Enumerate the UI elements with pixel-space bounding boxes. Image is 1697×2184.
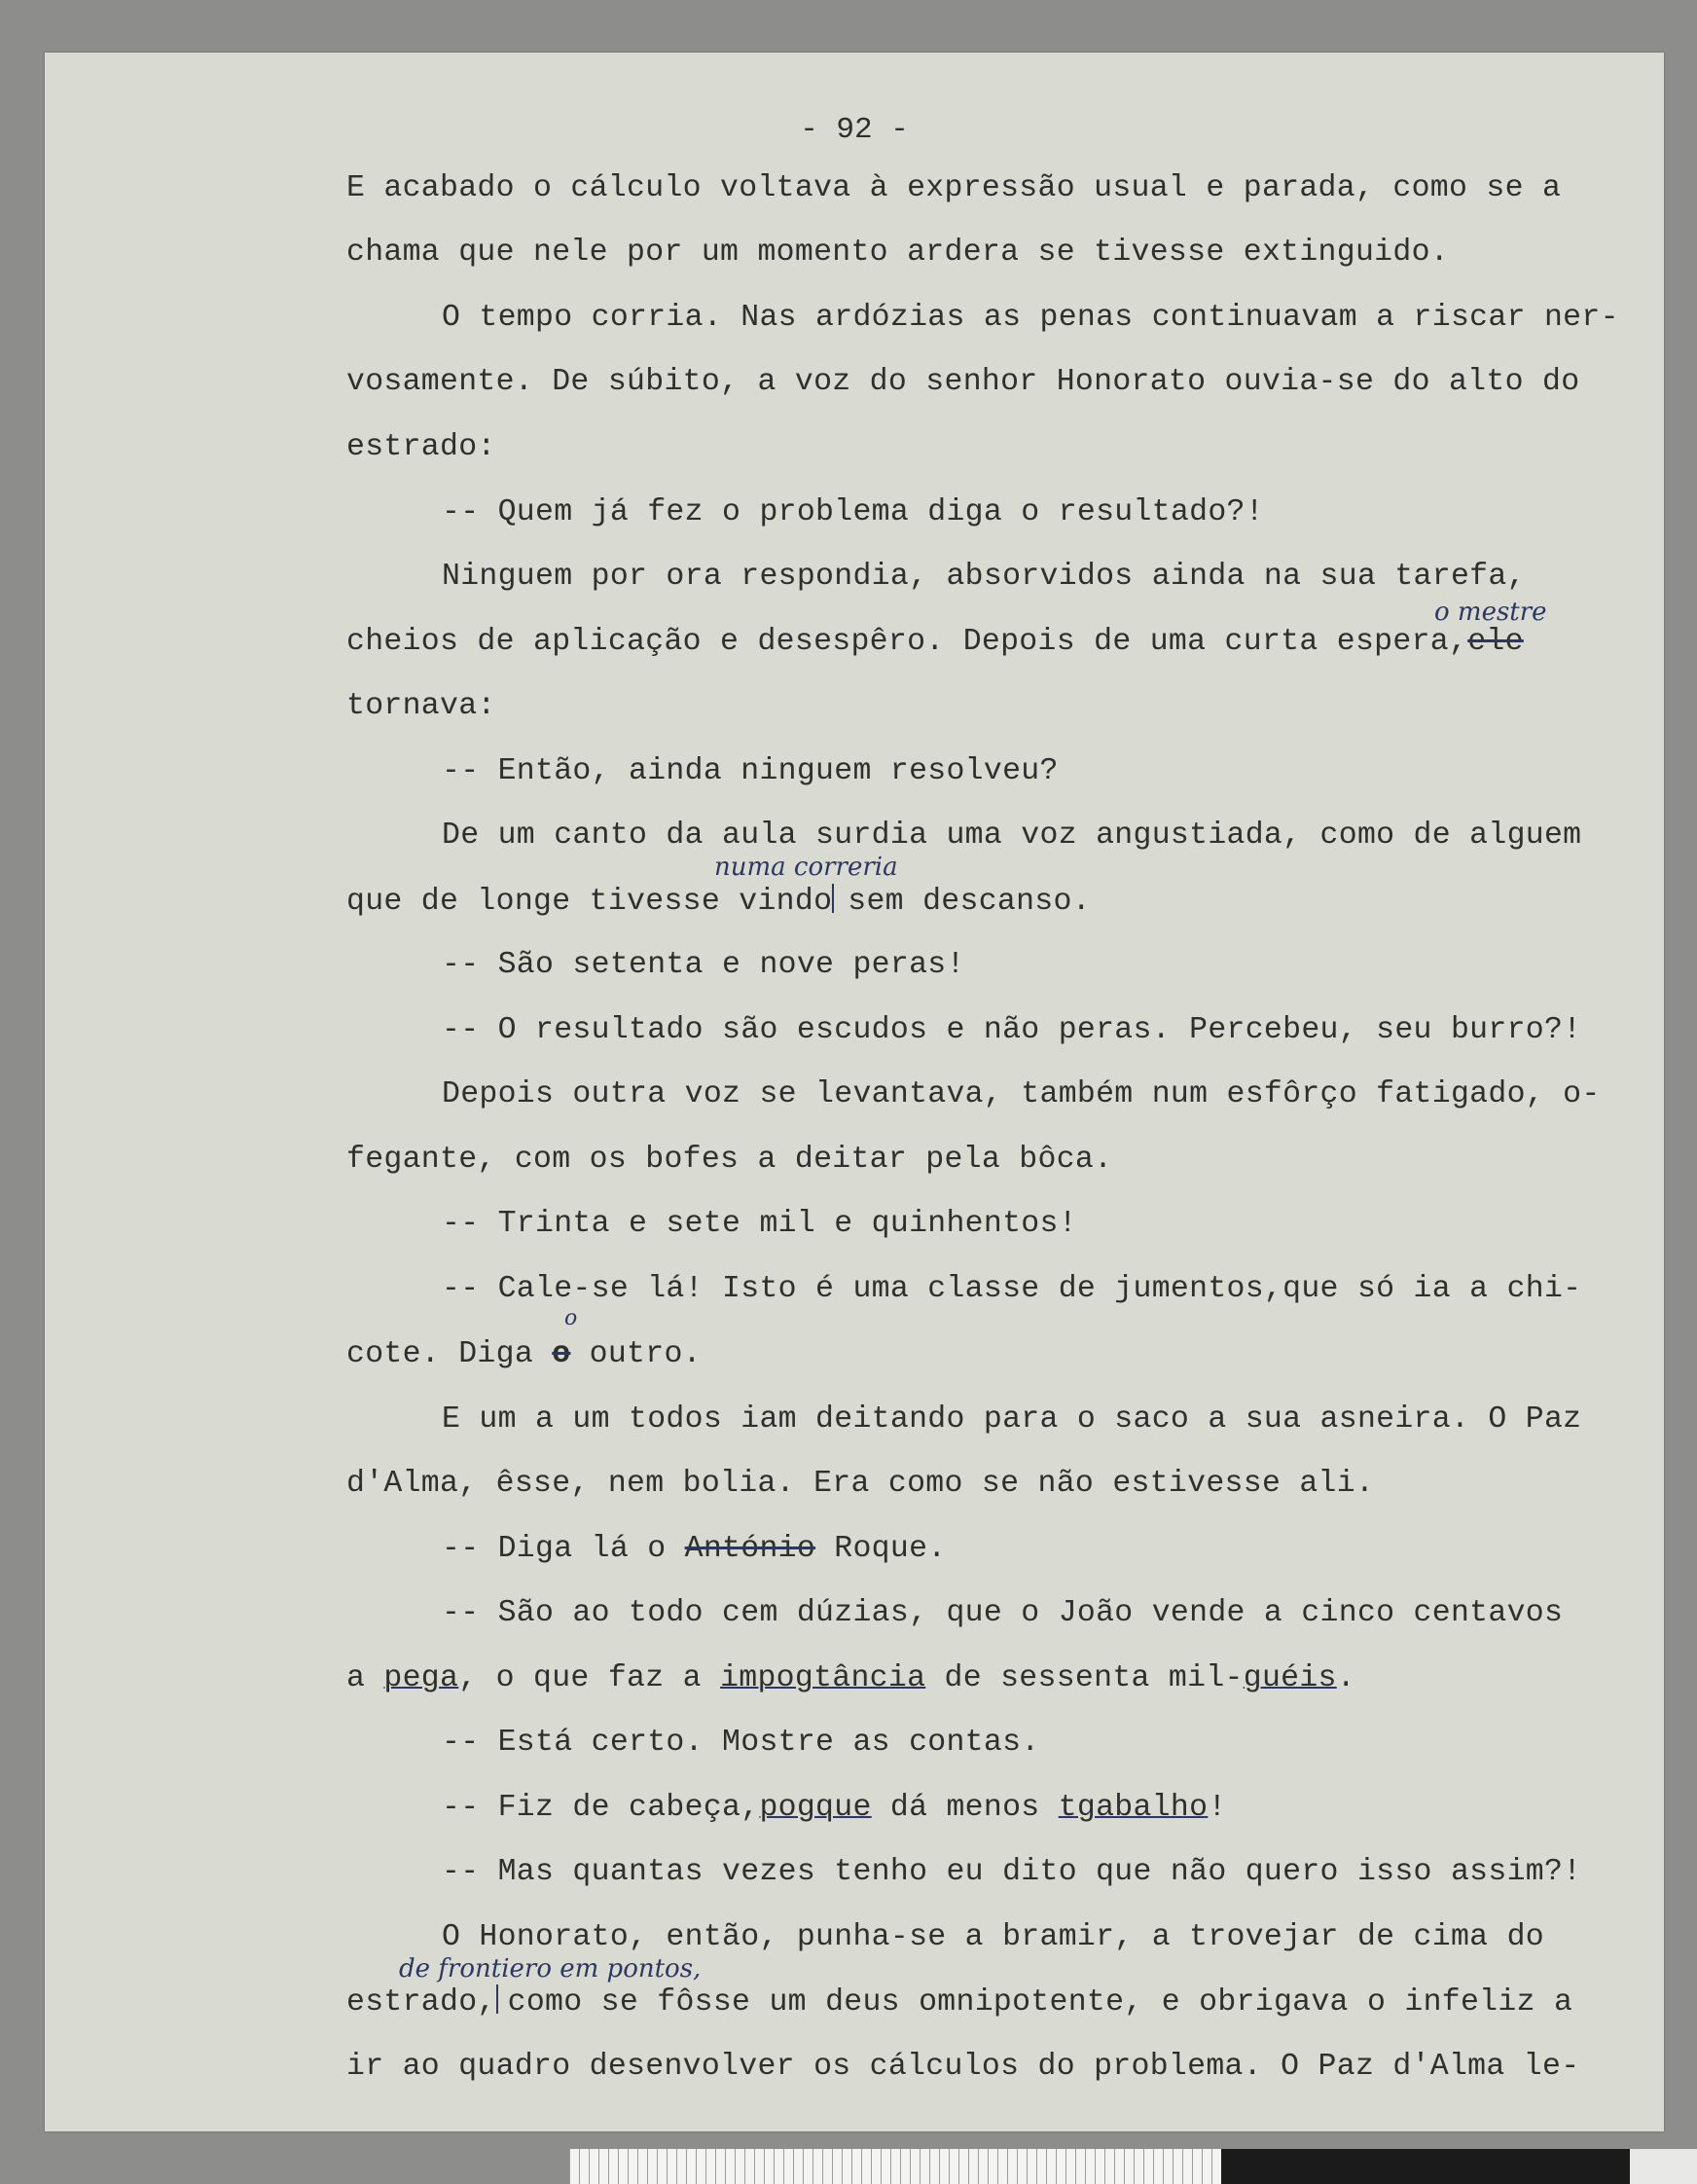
text-segment: outro. bbox=[570, 1337, 702, 1371]
text-line-9: tornava: bbox=[346, 689, 496, 723]
color-bar-light bbox=[1630, 2149, 1697, 2184]
underlined-word: tgabalho bbox=[1058, 1791, 1209, 1825]
text-segment: de sessenta mil- bbox=[925, 1661, 1244, 1695]
text-segment: -- Diga lá o bbox=[442, 1532, 685, 1566]
text-line-4: vosamente. De súbito, a voz do senhor Honorato ouvia-se do alto do bbox=[346, 365, 1580, 399]
underlined-word: pogque bbox=[759, 1791, 872, 1825]
text-line-19 bbox=[346, 1337, 702, 1371]
text-line-14: -- O resultado são escudos e não peras. Percebeu, seu burro?! bbox=[442, 1013, 1582, 1047]
text-segment: cheios de aplicação e desespêro. Depois de uma curta espera, bbox=[346, 625, 1468, 659]
text-line-10: -- Então, ainda ninguem resolveu? bbox=[442, 754, 1059, 788]
text-line-20: E um a um todos iam deitando para o saco a sua asneira. O Paz bbox=[442, 1402, 1582, 1437]
color-bar-dark bbox=[1221, 2149, 1630, 2184]
struck-letter: o bbox=[552, 1337, 571, 1371]
text-line-5: estrado: bbox=[346, 430, 496, 464]
text-line-1: E acabado o cálculo voltava à expressão usual e parada, como se a bbox=[346, 171, 1562, 205]
text-line-27: -- Mas quantas vezes tenho eu dito que não quero isso assim?! bbox=[442, 1855, 1582, 1889]
scale-ruler bbox=[569, 2149, 1697, 2184]
text-segment: cote. Diga bbox=[346, 1337, 553, 1371]
text-line-2: chama que nele por um momento ardera se tivesse extinguido. bbox=[346, 236, 1449, 270]
text-line-30: ir ao quadro desenvolver os cálculos do problema. O Paz d'Alma le- bbox=[346, 2050, 1580, 2084]
text-line-12 bbox=[346, 884, 1091, 919]
insertion-caret bbox=[832, 884, 844, 913]
text-line-15: Depois outra voz se levantava, também num esfôrço fatigado, o- bbox=[442, 1077, 1601, 1111]
text-line-24 bbox=[346, 1661, 1355, 1695]
insertion-caret bbox=[496, 1984, 506, 2014]
page-number: - 92 - bbox=[800, 113, 909, 147]
text-segment: estrado, bbox=[346, 1985, 496, 2020]
text-line-7: Ninguem por ora respondia, absorvidos ainda na sua tarefa, bbox=[442, 560, 1526, 594]
text-line-18: -- Cale-se lá! Isto é uma classe de jumentos,que só ia a chi- bbox=[442, 1272, 1582, 1306]
handwritten-correction-o: o bbox=[564, 1306, 578, 1330]
text-segment: a bbox=[346, 1661, 384, 1695]
underlined-word: impogtância bbox=[720, 1661, 926, 1695]
underlined-word: guéis bbox=[1243, 1661, 1337, 1695]
text-segment: , o que faz a bbox=[458, 1661, 721, 1695]
text-line-21: d'Alma, êsse, nem bolia. Era como se não estivesse ali. bbox=[346, 1467, 1375, 1501]
text-line-29 bbox=[346, 1984, 1572, 2020]
text-segment: como se fôsse um deus omnipotente, e obrigava o infeliz a bbox=[507, 1985, 1573, 2020]
struck-word: António bbox=[684, 1532, 816, 1566]
text-line-11: De um canto da aula surdia uma voz angustiada, como de alguem bbox=[442, 819, 1582, 853]
typewritten-page bbox=[45, 53, 1664, 2131]
text-segment: ! bbox=[1208, 1791, 1227, 1825]
text-line-3: O tempo corria. Nas ardózias as penas continuavam a riscar ner- bbox=[442, 301, 1619, 335]
handwritten-insertion-numa-correria: numa correria bbox=[714, 853, 898, 882]
text-segment: Roque. bbox=[815, 1532, 947, 1566]
text-segment: dá menos bbox=[871, 1791, 1059, 1825]
handwritten-insertion-o-mestre: o mestre bbox=[1434, 598, 1547, 627]
text-line-16: fegante, com os bofes a deitar pela bôca. bbox=[346, 1143, 1113, 1177]
struck-word: ele bbox=[1467, 625, 1524, 659]
ruler-ticks bbox=[569, 2149, 1221, 2184]
text-line-28: O Honorato, então, punha-se a bramir, a trovejar de cima do bbox=[442, 1920, 1544, 1954]
text-segment: que de longe tivesse vindo bbox=[346, 885, 833, 919]
text-line-17: -- Trinta e sete mil e quinhentos! bbox=[442, 1207, 1077, 1241]
handwritten-insertion-de-frontiero: de frontiero em pontos, bbox=[399, 1954, 702, 1984]
text-segment: -- Fiz de cabeça, bbox=[442, 1791, 760, 1825]
text-line-8 bbox=[346, 625, 1524, 659]
text-line-26 bbox=[442, 1791, 1227, 1825]
underlined-word: pega bbox=[383, 1661, 459, 1695]
text-line-22 bbox=[442, 1532, 946, 1566]
text-line-25: -- Está certo. Mostre as contas. bbox=[442, 1726, 1040, 1760]
text-line-13: -- São setenta e nove peras! bbox=[442, 948, 965, 982]
text-segment: . bbox=[1336, 1661, 1355, 1695]
text-line-23: -- São ao todo cem dúzias, que o João vende a cinco centavos bbox=[442, 1596, 1564, 1630]
text-line-6: -- Quem já fez o problema diga o resultado?! bbox=[442, 495, 1264, 529]
text-segment: sem descanso. bbox=[848, 885, 1091, 919]
